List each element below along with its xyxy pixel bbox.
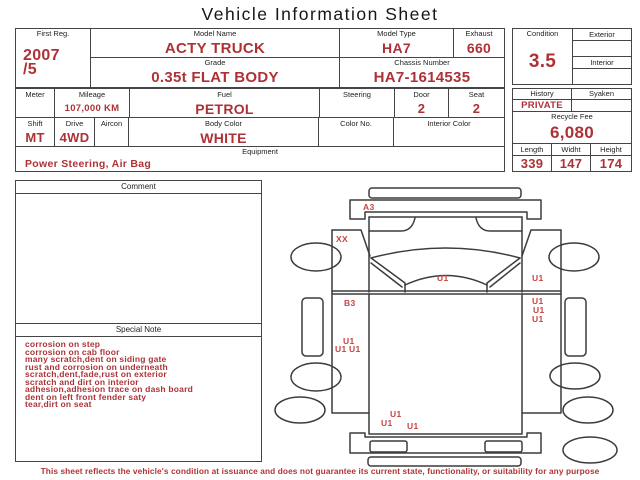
shift-value: MT	[25, 130, 45, 145]
damage-mark: U1	[343, 336, 355, 346]
chassis-number-value: HA7-1614535	[373, 69, 471, 86]
height-label: Height	[591, 144, 631, 156]
fuel-cell	[130, 89, 320, 117]
interior-label: Interior	[573, 56, 631, 69]
drive-value: 4WD	[59, 130, 90, 145]
width-cell	[552, 144, 591, 171]
grade-label: Grade	[204, 58, 226, 67]
aircon-value	[95, 129, 128, 146]
mileage-cell	[55, 89, 130, 117]
seat-cell	[449, 89, 504, 117]
first-reg-value: 2007 /5	[23, 47, 60, 78]
recycle-fee-label: Recycle Fee	[551, 112, 593, 121]
special-note-box	[15, 323, 262, 462]
color-no-label: Color No.	[340, 119, 372, 128]
damage-mark: U1	[390, 409, 402, 419]
special-note-line: adhesion,adhesion trace on dash board	[25, 384, 193, 394]
steering-cell	[320, 89, 395, 117]
color-no-value	[319, 129, 393, 146]
special-note-line: scratch and dirt on interior	[25, 376, 139, 387]
truck-side-rails	[332, 230, 561, 413]
meter-value	[16, 100, 54, 117]
damage-diagram	[270, 182, 638, 472]
history-value: PRIVATE	[521, 100, 563, 111]
chassis-number-cell	[340, 58, 504, 87]
syaken-label: Syaken	[572, 89, 631, 100]
history-label: History	[513, 89, 571, 100]
interior-color-cell	[394, 118, 504, 146]
special-note-body	[16, 337, 261, 409]
steering-label: Steering	[343, 90, 371, 99]
first-reg-label: First Reg.	[36, 29, 70, 38]
body-color-value: WHITE	[200, 129, 247, 146]
width-value: 147	[559, 156, 583, 171]
damage-mark: U1	[335, 344, 347, 354]
height-cell	[591, 144, 631, 171]
comment-label: Comment	[16, 181, 261, 194]
condition-value: 3.5	[528, 50, 557, 72]
interior-color-value	[394, 129, 504, 146]
condition-label: Condition	[526, 29, 559, 38]
damage-mark: U1	[381, 418, 393, 428]
comment-box	[15, 180, 262, 326]
truck-wheel-rear-left-inner	[291, 363, 341, 391]
fuel-label: Fuel	[217, 90, 232, 99]
grade-cell	[91, 58, 340, 87]
damage-marks	[335, 202, 544, 431]
truck-rear-bumper	[350, 433, 541, 453]
special-note-label: Special Note	[16, 324, 261, 337]
exhaust-cell	[454, 29, 504, 57]
comment-body	[16, 194, 261, 325]
disclaimer-text: This sheet reflects the vehicle's condition at issuance and does not guarantee its current state, functionality, or suitability for any purpose	[40, 466, 600, 476]
exterior-value	[573, 41, 631, 56]
length-cell	[513, 144, 552, 171]
drive-cell	[55, 118, 95, 146]
seat-label: Seat	[468, 90, 485, 99]
truck-cab-bed-divider	[332, 291, 561, 294]
special-note-line: corrosion on step	[25, 339, 101, 349]
mileage-label: Mileage	[78, 90, 106, 99]
exhaust-value: 660	[466, 40, 492, 56]
door-cell	[395, 89, 449, 117]
damage-mark: U1	[349, 344, 361, 354]
truck-spare-wheel	[563, 437, 617, 463]
meter-cell	[16, 89, 55, 117]
first-reg-cell	[16, 29, 91, 87]
truck-wheel-rear-right-outer	[563, 397, 613, 423]
color-no-cell	[319, 118, 394, 146]
truck-roof-corners	[369, 218, 522, 231]
body-color-label: Body Color	[204, 119, 243, 128]
truck-right-door-panel	[565, 298, 586, 356]
main-info-table	[15, 28, 505, 88]
shift-label: Shift	[27, 119, 43, 128]
aircon-label: Aircon	[100, 119, 123, 128]
interior-color-label: Interior Color	[427, 119, 471, 128]
model-name-cell	[91, 29, 340, 57]
model-name-label: Model Name	[193, 29, 237, 38]
syaken-value	[572, 100, 631, 111]
length-label: Length	[513, 144, 551, 156]
interior-value	[573, 69, 631, 84]
body-color-cell	[129, 118, 319, 146]
special-note-line: dent on left front fender saty	[25, 391, 147, 402]
truck-left-door-panel	[302, 298, 323, 356]
special-note-line: many scratch,dent on siding gate	[25, 354, 167, 364]
aircon-cell	[95, 118, 129, 146]
recycle-fee-value: 6,080	[549, 122, 595, 142]
equipment-box	[15, 146, 505, 172]
damage-mark: U1	[532, 273, 544, 283]
damage-mark: U1	[532, 296, 544, 306]
truck-rear-bottom-bar	[368, 457, 521, 466]
damage-mark: B3	[344, 298, 356, 308]
damage-mark: U1	[532, 314, 544, 324]
drive-label: Drive	[65, 119, 84, 128]
truck-wheel-front-left	[291, 243, 341, 271]
door-label: Door	[413, 90, 430, 99]
height-value: 174	[599, 156, 623, 171]
equipment-value: Power Steering, Air Bag	[25, 158, 152, 170]
mileage-value: 107,000 KM	[64, 103, 120, 114]
truck-rear-bumper-pad-right	[485, 441, 522, 452]
condition-cell	[513, 29, 573, 84]
exterior-label: Exterior	[573, 29, 631, 41]
truck-rear-bumper-pad-left	[370, 441, 407, 452]
special-note-line: scratch,dent,fade,rust on exterior	[25, 369, 167, 379]
meter-label: Meter	[25, 90, 45, 99]
seat-value: 2	[472, 101, 481, 116]
spec-table	[15, 88, 505, 147]
truck-outline	[275, 188, 617, 466]
shift-cell	[16, 118, 55, 146]
equipment-label: Equipment	[242, 147, 278, 156]
page-title: Vehicle Information Sheet	[201, 4, 439, 24]
exhaust-label: Exhaust	[465, 29, 493, 38]
history-panel	[512, 88, 632, 172]
truck-wheel-rear-right-inner	[550, 363, 600, 389]
special-note-line: corrosion on cab floor	[25, 346, 120, 357]
model-type-cell	[340, 29, 454, 57]
truck-front-bumper	[350, 200, 541, 219]
syaken-cell	[572, 89, 631, 111]
fuel-value: PETROL	[195, 100, 254, 117]
history-cell	[513, 89, 572, 111]
truck-wheel-front-right	[549, 243, 599, 271]
chassis-number-label: Chassis Number	[394, 58, 450, 67]
special-note-line: rust and corrosion on underneath	[25, 361, 168, 372]
damage-mark: A3	[363, 202, 375, 212]
condition-panel	[512, 28, 632, 85]
truck-wheel-rear-left-outer	[275, 397, 325, 423]
damage-mark: U1	[437, 273, 449, 283]
model-name-value: ACTY TRUCK	[164, 39, 266, 57]
truck-front-top-bar	[369, 188, 521, 198]
model-type-label: Model Type	[377, 29, 416, 38]
damage-mark: U1	[407, 421, 419, 431]
length-value: 339	[520, 156, 544, 171]
model-type-value: HA7	[382, 40, 411, 56]
damage-mark: XX	[336, 234, 348, 244]
special-note-line: tear,dirt on seat	[25, 399, 92, 409]
width-label: Widht	[552, 144, 590, 156]
grade-value: 0.35t FLAT BODY	[151, 69, 279, 86]
door-value: 2	[417, 101, 426, 116]
recycle-fee-cell	[513, 112, 631, 144]
damage-mark: U1	[533, 305, 545, 315]
truck-fenders	[332, 230, 561, 256]
steering-value	[320, 100, 394, 117]
